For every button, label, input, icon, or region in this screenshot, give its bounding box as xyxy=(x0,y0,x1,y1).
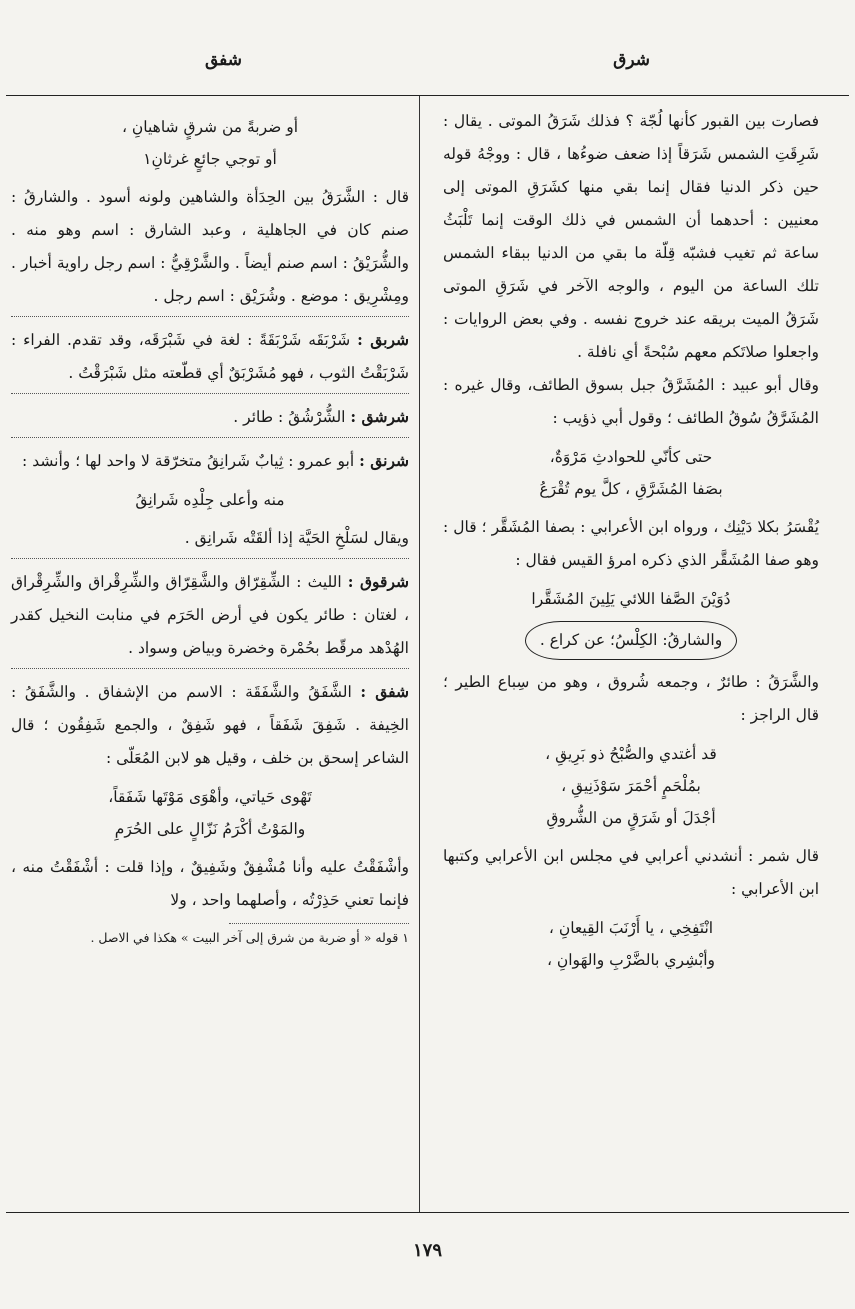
running-header-left: شفق xyxy=(205,50,243,70)
entry-sharnaq xyxy=(11,444,409,478)
entry-body: الشُّرْشُقُ : طائر . xyxy=(233,408,346,426)
verse-line: أو ضربةً من شرقٍ شاهيانِ ، xyxy=(121,118,299,136)
circled-annotation xyxy=(443,621,819,660)
paragraph: ويقال لسَلْخِ الحَيَّة إذا ألقَتْه شَرانِق . xyxy=(184,529,409,547)
verse-line: بصَفا المُشَرَّقِ ، كلَّ يوم تُقْرَعُ xyxy=(539,480,723,498)
paragraph: والشَّرَقُ : طائرٌ ، وجمعه شُروق ، وهو من سِباع الطير ؛ قال الراجز : xyxy=(443,673,819,724)
verse-line: منه وأعلى جِلْدِه شَرانِقُ xyxy=(135,491,285,509)
footnote-rule xyxy=(229,923,409,924)
verse-line: أجْدَلَ أو شَرَقٍ من الشُّروقِ xyxy=(546,809,716,827)
verse xyxy=(11,781,409,845)
paragraph: قال : الشَّرَقُ بين الحِدَأة والشاهين ولونه أسود . والشارقُ : صنم كان في الجاهلية ، وعبد الشارق : اسم وهو منه . والشُّرَيْقُ : اسم صنم أيضاً . والشَّرْقِيُّ : اسم رجل راوية أخبار . ومِشْرِيق : موضع . وشُرَيْق : اسم رجل . xyxy=(11,188,409,305)
top-rule xyxy=(6,95,849,96)
verse xyxy=(11,484,409,516)
entry-sharbaq xyxy=(11,323,409,390)
verse-line: انْتَفِخِي ، يا أَرْنَبَ القِيعانِ ، xyxy=(548,919,714,937)
entry-separator xyxy=(11,558,409,559)
left-column xyxy=(11,105,409,948)
verse-line: حتى كأنّي للحوادثِ مَرْوَةٌ، xyxy=(549,448,713,466)
verse xyxy=(443,583,819,615)
headword: شرشق : xyxy=(350,407,409,426)
entry-body: الشَّفَقُ والشَّفَقَة : الاسم من الإشفاق . والشَّفَقُ : الخِيفة . شَفِقَ شَفَقاً ، فهو شَفِقٌ ، والجمع شَفِقُون ؛ قال الشاعر إسحق بن خلف ، وقيل هو لابن المُعَلّى : xyxy=(11,683,409,767)
paragraph: قال شمر : أنشدني أعرابي في مجلس ابن الأعرابي وكتبها ابن الأعرابي : xyxy=(443,847,819,898)
paragraph: يُقْسَرُ بكلا دَيْنِك ، ورواه ابن الأعرابي : بصفا المُشَقَّر ؛ قال : وهو صفا المُشَقَّر الذي ذكره امرؤ القيس فقال : xyxy=(443,518,819,569)
entry-body: شَرْبَقَه شَرْبَقَةً : لغة في شَبْرَقَه، وقد تقدم. الفراء : شَرْبَقْتُ الثوب ، فهو مُشَرْبَقٌ أي قطّعته مثل شَبْرَقْتُ . xyxy=(11,331,409,382)
entry-sharqaq xyxy=(11,565,409,665)
entry-separator xyxy=(11,393,409,394)
verse-line: قد أغتدي والصُّبْحُ ذو بَرِيقِ ، xyxy=(545,745,717,763)
paragraph: وقال أبو عبيد : المُشَرَّقُ جبل بسوق الطائف، وقال غيره : المُشَرَّقُ سُوقُ الطائف ؛ وقول أبي ذؤيب : xyxy=(443,376,819,427)
verse xyxy=(443,441,819,505)
verse-line: أو توجي جائعٍ غرثانِ١ xyxy=(143,150,277,168)
verse xyxy=(443,912,819,976)
headword: شفق : xyxy=(360,682,409,701)
verse-line: دُوَيْنَ الصَّفا اللائي يَلِينَ المُشَقَّرا xyxy=(531,590,731,608)
verse xyxy=(11,111,409,175)
entry-sharshaq xyxy=(11,400,409,434)
bottom-rule xyxy=(6,1212,849,1213)
headword: شرنق : xyxy=(359,451,409,470)
column-divider xyxy=(419,96,420,1212)
entry-separator xyxy=(11,437,409,438)
paragraph: وأشْفَقْتُ عليه وأنا مُشْفِقٌ وشَفِيقٌ ، وإذا قلت : أشْفَقْتُ منه ، فإنما تعني حَذِرْتُه ، وأصلهما واحد ، ولا xyxy=(11,858,409,909)
headword: شربق : xyxy=(357,330,409,349)
paragraph: فصارت بين القبور كأنها لُجّة ؟ فذلك شَرَقُ الموتى . يقال : شَرِقَتِ الشمس شَرَقاً إذا ضعف ضوءُها ، قال : ووجْهُ قوله حين ذكر الدنيا فقال إنما بقي منها كشَرَقِ الموتى إلى معنيين : أحدهما أن الشمس في ذلك الوقت إنما تَلْبَثُ ساعة ثم تغيب فشبّه قِلّة ما بقي من الدنيا ببقاء الشمس تلك الساعة من اليوم ، والوجه الآخر في شَرَقِ الموتى شَرَقُ الميت بريقه عند خروج نفسه . وفي بعض الروايات : واجعلوا صلاتَكم معهم سُبْحةً أي نافلة . xyxy=(443,112,820,361)
verse xyxy=(443,738,819,834)
verse-line: تَهْوى حَياتي، وأهْوَى مَوْتَها شَفَقاً، xyxy=(108,788,312,806)
entry-body: الليث : الشِّقِرّاق والشَّقِرّاق والشِّرِقْراق والشِّرِقْراق ، لغتان : طائر يكون في أرض الحَرَم في منابت النخيل كقدر الهُدْهد مرقّط بحُمْرة وخضرة وبياض وسواد . xyxy=(11,573,409,657)
entry-separator xyxy=(11,668,409,669)
footnote: ١ قوله « أو ضربة من شرق إلى آخر البيت » هكذا في الاصل . xyxy=(90,930,409,945)
verse-line: والمَوْتُ أكْرَمُ نَزّالٍ على الحُرَمِ xyxy=(114,820,306,838)
entry-body: أبو عمرو : ثِيابٌ شَرانِقُ متخرّقة لا واحد لها ؛ وأنشد : xyxy=(22,452,355,470)
right-column xyxy=(443,105,819,982)
running-header-right: شرق xyxy=(613,50,650,70)
circled-text: والشارقُ: الكِلْسُ؛ عن كراع . xyxy=(525,621,737,660)
entry-shafaq xyxy=(11,675,409,775)
entry-separator xyxy=(11,316,409,317)
page-number: ١٧٩ xyxy=(412,1240,442,1261)
headword: شرقوق : xyxy=(347,572,409,591)
verse-line: وأبْشِري بالضَّرْبِ والهَوانِ ، xyxy=(546,951,716,969)
verse-line: بمُلْحَمٍ أحْمَرَ سَوْذَنِيقِ ، xyxy=(561,777,701,795)
